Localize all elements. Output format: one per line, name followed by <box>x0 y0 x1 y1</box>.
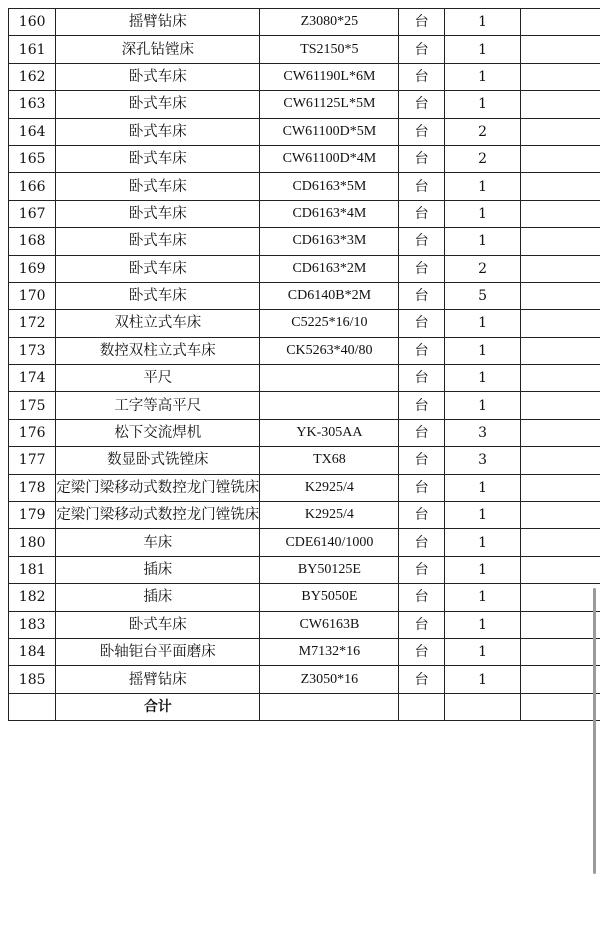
equipment-name-cell: 车床 <box>56 529 260 556</box>
quantity-cell: 2 <box>444 145 520 172</box>
unit-cell: 台 <box>399 337 444 364</box>
equipment-name-cell: 深孔钻镗床 <box>56 36 260 63</box>
quantity-cell: 1 <box>444 36 520 63</box>
table-row <box>9 474 600 501</box>
model-cell: K2925/4 <box>260 474 399 501</box>
model-cell: CW61190L*6M <box>260 63 399 90</box>
model-cell: CD6163*2M <box>260 255 399 282</box>
unit-cell: 台 <box>399 365 444 392</box>
remarks-cell <box>521 282 600 309</box>
equipment-name-cell: 插床 <box>56 556 260 583</box>
remarks-cell <box>521 474 600 501</box>
row-number-cell: 184 <box>9 638 56 665</box>
unit-cell: 台 <box>399 584 444 611</box>
table-row <box>9 310 600 337</box>
unit-cell: 台 <box>399 556 444 583</box>
remarks-cell <box>521 556 600 583</box>
equipment-name-cell: 数控双柱立式车床 <box>56 337 260 364</box>
table-row <box>9 556 600 583</box>
equipment-name-cell: 卧式车床 <box>56 200 260 227</box>
table-row <box>9 173 600 200</box>
row-number-cell: 180 <box>9 529 56 556</box>
equipment-name-cell: 摇臂钻床 <box>56 666 260 693</box>
unit-cell: 台 <box>399 200 444 227</box>
remarks-cell <box>521 310 600 337</box>
unit-cell: 台 <box>399 91 444 118</box>
quantity-cell: 1 <box>444 556 520 583</box>
row-number-cell: 162 <box>9 63 56 90</box>
equipment-name-cell: 工字等高平尺 <box>56 392 260 419</box>
row-number-cell: 164 <box>9 118 56 145</box>
table-row <box>9 638 600 665</box>
quantity-cell: 1 <box>444 638 520 665</box>
model-cell: CD6163*4M <box>260 200 399 227</box>
row-number-cell: 165 <box>9 145 56 172</box>
unit-cell: 台 <box>399 666 444 693</box>
unit-cell: 台 <box>399 63 444 90</box>
remarks-cell <box>521 255 600 282</box>
table-row <box>9 392 600 419</box>
row-number-cell: 179 <box>9 502 56 529</box>
model-cell: CW61100D*4M <box>260 145 399 172</box>
table-row <box>9 63 600 90</box>
model-cell: CD6163*5M <box>260 173 399 200</box>
model-cell: Z3050*16 <box>260 666 399 693</box>
unit-cell: 台 <box>399 447 444 474</box>
remarks-cell <box>521 91 600 118</box>
quantity-cell: 1 <box>444 173 520 200</box>
quantity-cell: 2 <box>444 118 520 145</box>
scrollbar[interactable] <box>593 588 596 874</box>
equipment-name-cell: 卧式车床 <box>56 145 260 172</box>
quantity-cell: 2 <box>444 255 520 282</box>
quantity-cell: 1 <box>444 228 520 255</box>
row-number-cell: 161 <box>9 36 56 63</box>
model-cell: TS2150*5 <box>260 36 399 63</box>
table-row <box>9 337 600 364</box>
row-number-cell: 166 <box>9 173 56 200</box>
quantity-cell: 1 <box>444 502 520 529</box>
unit-cell: 台 <box>399 474 444 501</box>
model-cell: BY50125E <box>260 556 399 583</box>
model-cell: C5225*16/10 <box>260 310 399 337</box>
quantity-cell: 1 <box>444 91 520 118</box>
remarks-cell <box>521 145 600 172</box>
quantity-cell: 1 <box>444 63 520 90</box>
model-cell: BY5050E <box>260 584 399 611</box>
table-row <box>9 91 600 118</box>
unit-cell: 台 <box>399 529 444 556</box>
table-row <box>9 200 600 227</box>
total-unit-cell <box>399 693 444 720</box>
equipment-name-cell: 松下交流焊机 <box>56 419 260 446</box>
total-extra-cell <box>521 693 600 720</box>
table-body <box>9 9 600 721</box>
remarks-cell <box>521 447 600 474</box>
model-cell: CW61100D*5M <box>260 118 399 145</box>
quantity-cell: 3 <box>444 447 520 474</box>
unit-cell: 台 <box>399 419 444 446</box>
total-row <box>9 693 600 720</box>
quantity-cell: 1 <box>444 365 520 392</box>
equipment-name-cell: 卧式车床 <box>56 91 260 118</box>
unit-cell: 台 <box>399 638 444 665</box>
table-row <box>9 255 600 282</box>
table-row <box>9 502 600 529</box>
row-number-cell: 181 <box>9 556 56 583</box>
table-row <box>9 529 600 556</box>
unit-cell: 台 <box>399 310 444 337</box>
quantity-cell: 1 <box>444 529 520 556</box>
table-row <box>9 282 600 309</box>
remarks-cell <box>521 36 600 63</box>
equipment-name-cell: 数显卧式铣镗床 <box>56 447 260 474</box>
remarks-cell <box>521 365 600 392</box>
unit-cell: 台 <box>399 282 444 309</box>
unit-cell: 台 <box>399 502 444 529</box>
row-number-cell: 160 <box>9 9 56 36</box>
table-row <box>9 611 600 638</box>
unit-cell: 台 <box>399 255 444 282</box>
quantity-cell: 1 <box>444 9 520 36</box>
model-cell: Z3080*25 <box>260 9 399 36</box>
unit-cell: 台 <box>399 118 444 145</box>
row-number-cell: 174 <box>9 365 56 392</box>
remarks-cell <box>521 419 600 446</box>
model-cell: CD6163*3M <box>260 228 399 255</box>
equipment-name-cell: 卧式车床 <box>56 282 260 309</box>
row-number-cell: 172 <box>9 310 56 337</box>
table-row <box>9 36 600 63</box>
quantity-cell: 3 <box>444 419 520 446</box>
remarks-cell <box>521 337 600 364</box>
remarks-cell <box>521 63 600 90</box>
table-row <box>9 228 600 255</box>
quantity-cell: 1 <box>444 474 520 501</box>
row-number-cell: 169 <box>9 255 56 282</box>
unit-cell: 台 <box>399 392 444 419</box>
remarks-cell <box>521 228 600 255</box>
equipment-name-cell: 卧式车床 <box>56 173 260 200</box>
quantity-cell: 1 <box>444 392 520 419</box>
total-model-cell <box>260 693 399 720</box>
equipment-name-cell: 卧式车床 <box>56 228 260 255</box>
quantity-cell: 1 <box>444 666 520 693</box>
equipment-name-cell: 定梁门梁移动式数控龙门镗铣床 <box>56 474 260 501</box>
equipment-name-cell: 卧式车床 <box>56 118 260 145</box>
quantity-cell: 5 <box>444 282 520 309</box>
quantity-cell: 1 <box>444 310 520 337</box>
table-row <box>9 365 600 392</box>
row-number-cell: 185 <box>9 666 56 693</box>
quantity-cell: 1 <box>444 584 520 611</box>
table-row <box>9 118 600 145</box>
equipment-name-cell: 卧式车床 <box>56 63 260 90</box>
quantity-cell: 1 <box>444 337 520 364</box>
model-cell: CK5263*40/80 <box>260 337 399 364</box>
row-number-cell: 176 <box>9 419 56 446</box>
remarks-cell <box>521 200 600 227</box>
model-cell: CD6140B*2M <box>260 282 399 309</box>
model-cell <box>260 365 399 392</box>
model-cell: CDE6140/1000 <box>260 529 399 556</box>
remarks-cell <box>521 118 600 145</box>
unit-cell: 台 <box>399 611 444 638</box>
table-row <box>9 145 600 172</box>
model-cell: TX68 <box>260 447 399 474</box>
remarks-cell <box>521 638 600 665</box>
row-number-cell: 170 <box>9 282 56 309</box>
row-number-cell: 167 <box>9 200 56 227</box>
table-row <box>9 666 600 693</box>
equipment-name-cell: 卧轴钜台平面磨床 <box>56 638 260 665</box>
remarks-cell <box>521 392 600 419</box>
equipment-name-cell: 平尺 <box>56 365 260 392</box>
total-label: 合计 <box>56 693 260 720</box>
total-no-cell <box>9 693 56 720</box>
unit-cell: 台 <box>399 9 444 36</box>
model-cell: YK-305AA <box>260 419 399 446</box>
remarks-cell <box>521 611 600 638</box>
equipment-name-cell: 双柱立式车床 <box>56 310 260 337</box>
row-number-cell: 183 <box>9 611 56 638</box>
remarks-cell <box>521 9 600 36</box>
remarks-cell <box>521 584 600 611</box>
row-number-cell: 163 <box>9 91 56 118</box>
equipment-table <box>8 8 600 721</box>
row-number-cell: 173 <box>9 337 56 364</box>
row-number-cell: 177 <box>9 447 56 474</box>
table-row <box>9 447 600 474</box>
total-qty-cell <box>444 693 520 720</box>
model-cell <box>260 392 399 419</box>
model-cell: M7132*16 <box>260 638 399 665</box>
row-number-cell: 178 <box>9 474 56 501</box>
remarks-cell <box>521 529 600 556</box>
row-number-cell: 175 <box>9 392 56 419</box>
equipment-name-cell: 定梁门梁移动式数控龙门镗铣床 <box>56 502 260 529</box>
table-row <box>9 419 600 446</box>
quantity-cell: 1 <box>444 611 520 638</box>
model-cell: CW61125L*5M <box>260 91 399 118</box>
unit-cell: 台 <box>399 173 444 200</box>
row-number-cell: 168 <box>9 228 56 255</box>
table-row <box>9 9 600 36</box>
unit-cell: 台 <box>399 228 444 255</box>
model-cell: K2925/4 <box>260 502 399 529</box>
table-row <box>9 584 600 611</box>
equipment-name-cell: 插床 <box>56 584 260 611</box>
model-cell: CW6163B <box>260 611 399 638</box>
equipment-name-cell: 卧式车床 <box>56 611 260 638</box>
remarks-cell <box>521 666 600 693</box>
unit-cell: 台 <box>399 36 444 63</box>
equipment-name-cell: 卧式车床 <box>56 255 260 282</box>
unit-cell: 台 <box>399 145 444 172</box>
quantity-cell: 1 <box>444 200 520 227</box>
remarks-cell <box>521 173 600 200</box>
remarks-cell <box>521 502 600 529</box>
equipment-name-cell: 摇臂钻床 <box>56 9 260 36</box>
row-number-cell: 182 <box>9 584 56 611</box>
